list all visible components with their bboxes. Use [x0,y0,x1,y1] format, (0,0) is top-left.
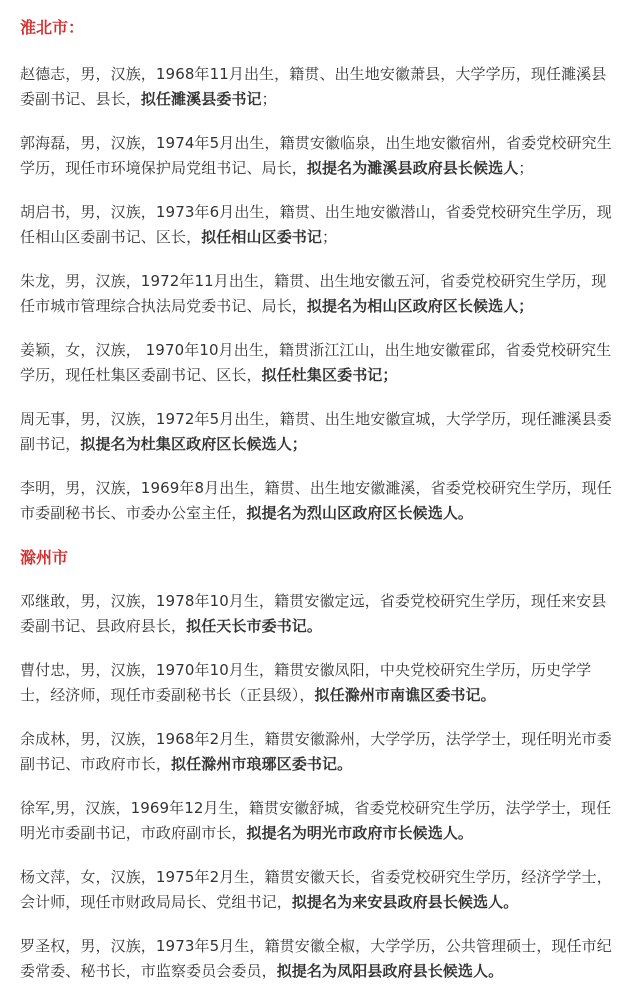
entry-bio: 曹付忠，男，汉族，1970年10月生，籍贯安徽凤阳，中央党校研究生学历，历史学学士，经济师，现任市委副秘书长（正县级）， [20,661,592,704]
entry-bio: 杨文萍，女，汉族，1975年2月生，籍贯安徽天长，省委党校研究生学历，经济学学士，会计师，现任市财政局局长、党组书记， [20,868,612,911]
entry-appointment: 拟提名为相山区政府区长候选人； [306,297,534,315]
section-title: 淮北市： [20,18,85,37]
entry-bio: 徐军,男，汉族，1969年12月生，籍贯安徽舒城，省委党校研究生学历，法学学士，现任明光市委副书记，市政府副市长， [20,799,612,842]
entry-appointment: 拟提名为明光市政府市长候选人。 [246,824,474,842]
entry-appointment: 拟提名为杜集区政府区长候选人； [80,435,307,453]
person-entry [20,407,620,457]
entry-bio: 余成林，男，汉族，1968年2月生，籍贯安徽滁州，大学学历，法学学士，现任明光市委副书记、市政府市长， [20,730,612,773]
person-entry [20,131,620,181]
person-entry [20,658,620,708]
person-entry [20,865,620,915]
person-entry [20,476,620,526]
person-entry [20,200,620,250]
entry-appointment: 拟任滁州市南谯区委书记。 [314,686,496,704]
entry-bio: 罗圣权，男，汉族，1973年5月生，籍贯安徽全椒，大学学历，公共管理硕士，现任市纪委常委、秘书长，市监察委员会委员， [20,937,612,980]
entry-bio: 郭海磊，男，汉族，1974年5月出生，籍贯安徽临泉，出生地安徽宿州，省委党校研究生学历，现任市环境保护局党组书记、局长， [20,134,612,177]
entry-bio: 赵德志，男，汉族，1968年11月出生，籍贯、出生地安徽萧县，大学学历，现任濉溪县委副书记、县长， [20,65,607,108]
person-entry [20,796,620,846]
entry-appointment: 拟任杜集区委书记； [261,366,398,384]
entry-appointment: 拟任滁州市琅琊区委书记。 [171,755,353,773]
entry-appointment: 拟提名为濉溪县政府县长候选人 [306,159,519,177]
person-entry [20,727,620,777]
entry-bio: 胡启书，男，汉族，1973年6月出生，籍贯、出生地安徽潜山，省委党校研究生学历，现任相山区委副书记、区长， [20,203,612,246]
person-entry [20,269,620,319]
person-entry [20,589,620,639]
entry-end: ； [322,228,338,246]
entry-appointment: 拟提名为来安县政府县长候选人。 [291,893,519,911]
entry-appointment: 拟任天长市委书记。 [186,617,323,635]
entry-bio: 邓继敢，男，汉族，1978年10月生，籍贯安徽定远，省委党校研究生学历，现任来安县委副书记、县政府县长， [20,592,607,635]
entry-bio: 周无事，男，汉族，1972年5月出生，籍贯、出生地安徽宣城，大学学历，现任濉溪县委副书记， [20,410,612,453]
person-entry [20,338,620,388]
entry-appointment: 拟任濉溪县委书记 [140,90,262,108]
entry-appointment: 拟提名为凤阳县政府县长候选人。 [276,962,504,980]
entry-bio: 姜颖，女，汉族， 1970年10月出生，籍贯浙江江山，出生地安徽霍邱，省委党校研究生学历，现任杜集区委副书记、区长， [20,341,612,384]
entry-end: ； [261,90,277,108]
person-entry [20,934,620,984]
entry-bio: 朱龙，男，汉族，1972年11月出生，籍贯、出生地安徽五河，省委党校研究生学历，现任市城市管理综合执法局党委书记、局长， [20,272,607,315]
person-entry [20,62,620,112]
entry-appointment: 拟任相山区委书记 [201,228,323,246]
entry-bio: 李明，男，汉族，1969年8月出生，籍贯、出生地安徽濉溪，省委党校研究生学历，现任市委副秘书长、市委办公室主任， [20,479,612,522]
section-title: 滁州市 [20,548,69,567]
entry-end: ； [518,159,534,177]
entry-appointment: 拟提名为烈山区政府区长候选人。 [246,504,474,522]
